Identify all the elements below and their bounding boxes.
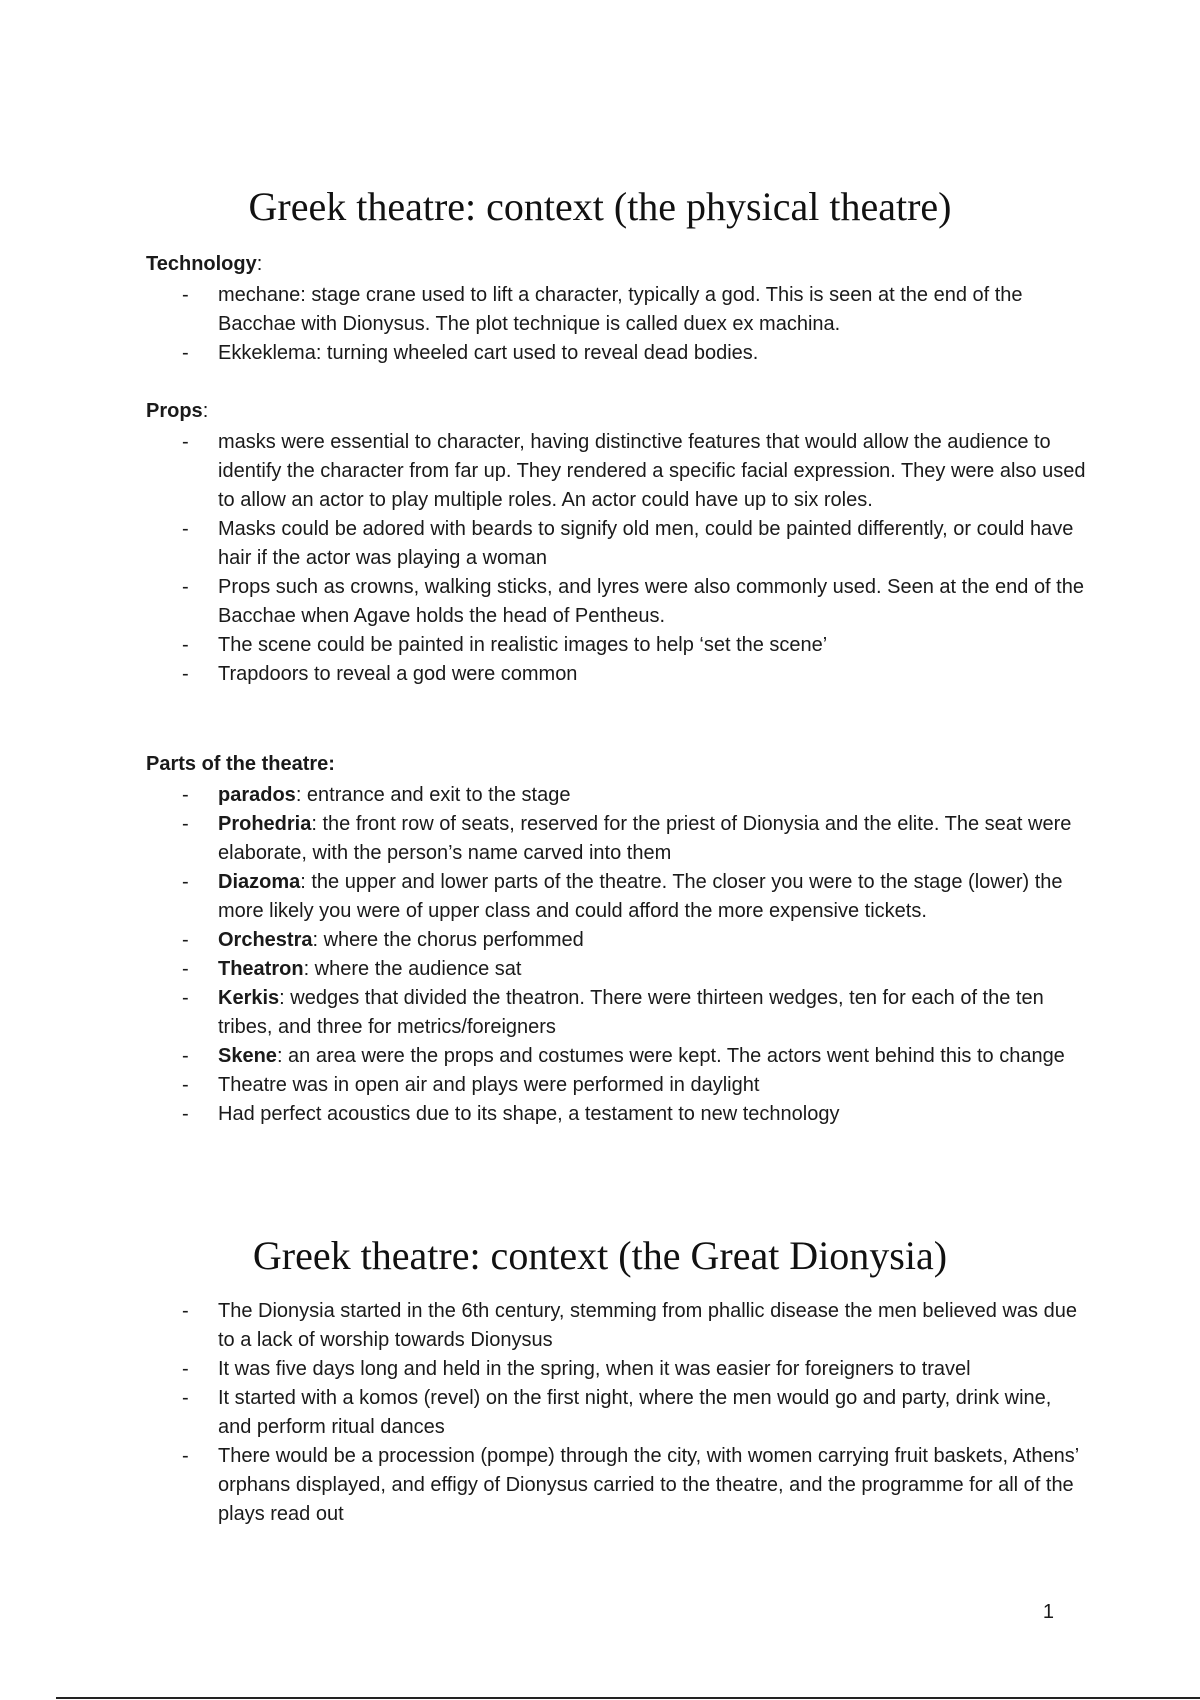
list-item [146, 810, 1086, 868]
page-number: 1 [1042, 1601, 1054, 1623]
bullet-dash: - [182, 1045, 189, 1067]
definition: : the front row of seats, reserved for the priest of Dionysia and the elite. The seat were elaborate, with the person’s name carved into them [218, 813, 1072, 864]
term: Theatron [218, 958, 304, 980]
list-item [146, 428, 1086, 515]
term: Orchestra [218, 929, 313, 951]
bullet-dash: - [182, 1387, 189, 1409]
list-item-text: Props such as crowns, walking sticks, and lyres were also commonly used. Seen at the end of the Bacchae when Agave holds the head of Pentheus. [218, 576, 1084, 627]
bullet-dash: - [182, 634, 189, 656]
bullet-dash: - [182, 871, 189, 893]
definition: : the upper and lower parts of the theatre. The closer you were to the stage (lower) the more likely you were of upper class and could afford the more expensive tickets. [218, 871, 1063, 922]
list-item-text: There would be a procession (pompe) through the city, with women carrying fruit baskets, Athens’ orphans displayed, and effigy of Dionysus carried to the theatre, and the programme for all of the plays read out [218, 1445, 1079, 1525]
term: Diazoma [218, 871, 301, 893]
technology-section [146, 251, 1086, 368]
list-item-text: The scene could be painted in realistic images to help ‘set the scene’ [218, 634, 828, 656]
definition: : an area were the props and costumes were kept. The actors went behind this to change [276, 1045, 1065, 1067]
list-item [146, 926, 1086, 955]
bullet-dash: - [182, 576, 189, 598]
list-item-text: It started with a komos (revel) on the first night, where the men would go and party, drink wine, and perform ritual dances [218, 1387, 1052, 1438]
bullet-dash: - [182, 987, 189, 1009]
technology-list [146, 281, 1086, 368]
term: Kerkis [218, 987, 280, 1009]
page-title-great-dionysia: Greek theatre: context (the Great Dionysia) [252, 1233, 948, 1278]
list-item [146, 573, 1086, 631]
list-item-text: mechane: stage crane used to lift a character, typically a god. This is seen at the end of the Bacchae with Dionysus. The plot technique is called duex ex machina. [218, 284, 1023, 335]
parts-section [146, 751, 1086, 1129]
definition: : where the chorus perfommed [312, 929, 584, 951]
parts-heading [146, 751, 1086, 777]
bullet-dash: - [182, 929, 189, 951]
page-title-physical-theatre: Greek theatre: context (the physical theatre) [248, 184, 952, 229]
list-item [146, 339, 1086, 368]
list-item-text: Masks could be adored with beards to signify old men, could be painted differently, or could have hair if the actor was playing a woman [218, 518, 1074, 569]
list-item-text: masks were essential to character, having distinctive features that would allow the audience to identify the character from far up. They rendered a specific facial expression. They were also used to allow an actor to play multiple roles. An actor could have up to six roles. [218, 431, 1086, 511]
bullet-dash: - [182, 431, 189, 453]
props-list [146, 428, 1086, 689]
bullet-dash: - [182, 1103, 189, 1125]
bullet-dash: - [182, 1074, 189, 1096]
list-item-text: The Dionysia started in the 6th century, stemming from phallic disease the men believed was due to a lack of worship towards Dionysus [218, 1300, 1077, 1351]
technology-heading-label: Technology [146, 253, 257, 275]
dionysia-section [146, 1297, 1086, 1529]
definition: : where the audience sat [303, 958, 522, 980]
props-heading-colon: : [202, 400, 209, 422]
list-item [146, 984, 1086, 1042]
list-item-text: Theatre was in open air and plays were performed in daylight [218, 1074, 760, 1096]
list-item [146, 660, 1086, 689]
list-item [146, 1100, 1086, 1129]
list-item-text: Trapdoors to reveal a god were common [218, 663, 578, 685]
list-item [146, 1442, 1086, 1529]
bullet-dash: - [182, 1445, 189, 1467]
list-item-text: Had perfect acoustics due to its shape, a testament to new technology [218, 1103, 840, 1125]
list-item [146, 1042, 1086, 1071]
bullet-dash: - [182, 1358, 189, 1380]
technology-heading-colon: : [256, 253, 263, 275]
definition: : entrance and exit to the stage [295, 784, 571, 806]
bullet-dash: - [182, 1300, 189, 1322]
dionysia-list [146, 1297, 1086, 1529]
list-item [146, 1384, 1086, 1442]
list-item-text: It was five days long and held in the spring, when it was easier for foreigners to travel [218, 1358, 971, 1380]
list-item [146, 281, 1086, 339]
bullet-dash: - [182, 958, 189, 980]
list-item [146, 631, 1086, 660]
bullet-dash: - [182, 813, 189, 835]
definition: : wedges that divided the theatron. There were thirteen wedges, ten for each of the ten tribes, and three for metrics/foreigners [218, 987, 1044, 1038]
term: parados [218, 784, 296, 806]
bullet-dash: - [182, 518, 189, 540]
list-item [146, 1355, 1086, 1384]
page-bottom-divider [56, 1697, 1200, 1699]
list-item-text: Ekkeklema: turning wheeled cart used to reveal dead bodies. [218, 342, 759, 364]
list-item [146, 1071, 1086, 1100]
props-section [146, 398, 1086, 689]
props-heading-label: Props [146, 400, 203, 422]
list-item [146, 868, 1086, 926]
list-item [146, 781, 1086, 810]
bullet-dash: - [182, 284, 189, 306]
term: Skene [218, 1045, 277, 1067]
bullet-dash: - [182, 663, 189, 685]
bullet-dash: - [182, 784, 189, 806]
technology-heading [146, 251, 1086, 277]
list-item [146, 515, 1086, 573]
bullet-dash: - [182, 342, 189, 364]
list-item [146, 1297, 1086, 1355]
parts-list [146, 781, 1086, 1129]
term: Prohedria [218, 813, 312, 835]
parts-heading-label: Parts of the theatre: [146, 753, 335, 775]
list-item [146, 955, 1086, 984]
props-heading [146, 398, 1086, 424]
